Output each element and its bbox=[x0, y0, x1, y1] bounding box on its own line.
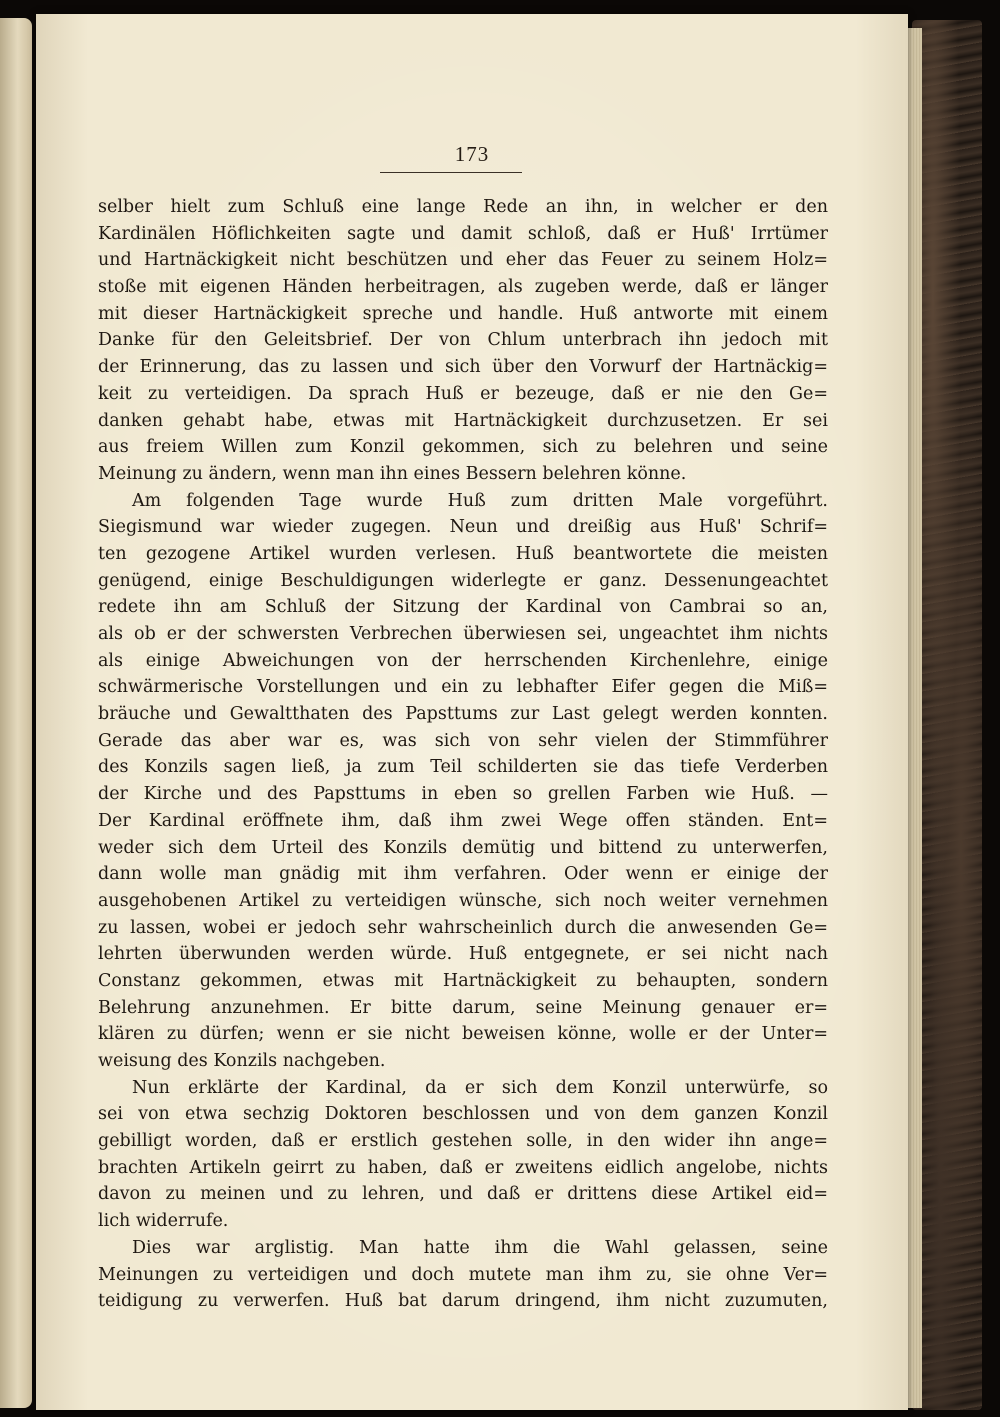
text-line: klären zu dürfen; wenn er sie nicht beweisen könne, wolle er der Unter= bbox=[98, 1024, 828, 1045]
text-line: Constanz gekommen, etwas mit Hartnäckigkeit zu behaupten, sondern bbox=[98, 970, 828, 991]
text-line: als einige Abweichungen von der herrschenden Kirchenlehre, einige bbox=[98, 650, 828, 671]
text-line: Belehrung anzunehmen. Er bitte darum, seine Meinung genauer er= bbox=[98, 997, 828, 1018]
text-line: lich widerrufe. bbox=[98, 1211, 229, 1232]
text-line: Am folgenden Tage wurde Huß zum dritten Male vorgeführt. bbox=[132, 490, 828, 511]
text-line: schwärmerische Vorstellungen und ein zu lebhafter Eifer gegen die Miß= bbox=[98, 677, 828, 698]
text-line: weder sich dem Urteil des Konzils demütig und bittend zu unterwerfen, bbox=[98, 837, 828, 858]
header-rule bbox=[380, 172, 522, 173]
text-line: gebilligt worden, daß er erstlich gestehen solle, in den wider ihn ange= bbox=[98, 1131, 828, 1152]
text-line: genügend, einige Beschuldigungen widerlegte er ganz. Dessenungeachtet bbox=[98, 570, 828, 591]
text-line: redete ihn am Schluß der Sitzung der Kardinal von Cambrai so an, bbox=[98, 597, 828, 618]
text-line: Meinungen zu verteidigen und doch mutete man ihm zu, sie ohne Ver= bbox=[98, 1264, 828, 1285]
text-line: stoße mit eigenen Händen herbeitragen, als zugeben werde, daß er länger bbox=[98, 277, 828, 298]
text-line: der Kirche und des Papsttums in eben so grellen Farben wie Huß. — bbox=[98, 784, 828, 805]
text-line: Dies war arglistig. Man hatte ihm die Wahl gelassen, seine bbox=[132, 1237, 828, 1258]
text-line: Gerade das aber war es, was sich von sehr vielen der Stimmführer bbox=[98, 730, 828, 751]
text-line: dann wolle man gnädig mit ihm verfahren. Oder wenn er einige der bbox=[98, 864, 828, 885]
text-line: als ob er der schwersten Verbrechen überwiesen sei, ungeachtet ihm nichts bbox=[98, 624, 828, 644]
text-line: sei von etwa sechzig Doktoren beschlossen und von dem ganzen Konzil bbox=[98, 1104, 828, 1125]
text-line: mit dieser Hartnäckigkeit spreche und handle. Huß antworte mit einem bbox=[98, 303, 828, 324]
text-line: selber hielt zum Schluß eine lange Rede an ihn, in welcher er den bbox=[98, 197, 828, 217]
facing-page-edge bbox=[0, 18, 32, 1408]
text-line: Danke für den Geleitsbrief. Der von Chlum unterbrach ihn jedoch mit bbox=[98, 330, 828, 351]
text-line: Siegismund war wieder zugegen. Neun und dreißig aus Huß' Schrif= bbox=[98, 517, 828, 538]
body-text bbox=[98, 194, 828, 1315]
text-line: aus freiem Willen zum Konzil gekommen, sich zu belehren und seine bbox=[98, 437, 828, 458]
text-line: Kardinälen Höflichkeiten sagte und damit schloß, daß er Huß' Irrtümer bbox=[98, 223, 828, 244]
text-line: zu lassen, wobei er jedoch sehr wahrscheinlich durch die anwesenden Ge= bbox=[98, 917, 828, 938]
text-line: brachten Artikeln geirrt zu haben, daß er zweitens eidlich angelobe, nichts bbox=[98, 1157, 828, 1178]
text-line: und Hartnäckigkeit nicht beschützen und eher das Feuer zu seinem Holz= bbox=[98, 250, 828, 271]
text-line: davon zu meinen und zu lehren, und daß er drittens diese Artikel eid= bbox=[98, 1184, 828, 1205]
text-line: des Konzils sagen ließ, ja zum Teil schilderten sie das tiefe Verderben bbox=[98, 757, 828, 778]
text-line: Nun erklärte der Kardinal, da er sich dem Konzil unterwürfe, so bbox=[132, 1077, 828, 1098]
page-number: 173 bbox=[454, 142, 490, 166]
text-line: teidigung zu verwerfen. Huß bat darum dringend, ihm nicht zuzumuten, bbox=[98, 1291, 828, 1312]
marbled-book-cover bbox=[912, 20, 982, 1410]
text-line: keit zu verteidigen. Da sprach Huß er bezeuge, daß er nie den Ge= bbox=[98, 383, 828, 404]
text-line: Meinung zu ändern, wenn man ihn eines Bessern belehren könne. bbox=[98, 463, 687, 484]
text-line: der Erinnerung, das zu lassen und sich über den Vorwurf der Hartnäckig= bbox=[98, 357, 828, 378]
book-page bbox=[36, 14, 908, 1410]
text-line: ausgehobenen Artikel zu verteidigen wünsche, sich noch weiter vernehmen bbox=[98, 890, 828, 911]
text-line: Der Kardinal eröffnete ihm, daß ihm zwei Wege offen ständen. Ent= bbox=[98, 810, 828, 831]
text-line: weisung des Konzils nachgeben. bbox=[98, 1051, 386, 1071]
text-line: ten gezogene Artikel wurden verlesen. Huß beantwortete die meisten bbox=[98, 543, 828, 564]
text-line: lehrten überwunden werden würde. Huß entgegnete, er sei nicht nach bbox=[98, 944, 828, 965]
page-stack-edge bbox=[906, 28, 922, 1408]
text-line: bräuche und Gewaltthaten des Papsttums zur Last gelegt werden konnten. bbox=[98, 704, 828, 725]
text-line: danken gehabt habe, etwas mit Hartnäckigkeit durchzusetzen. Er sei bbox=[98, 410, 828, 431]
